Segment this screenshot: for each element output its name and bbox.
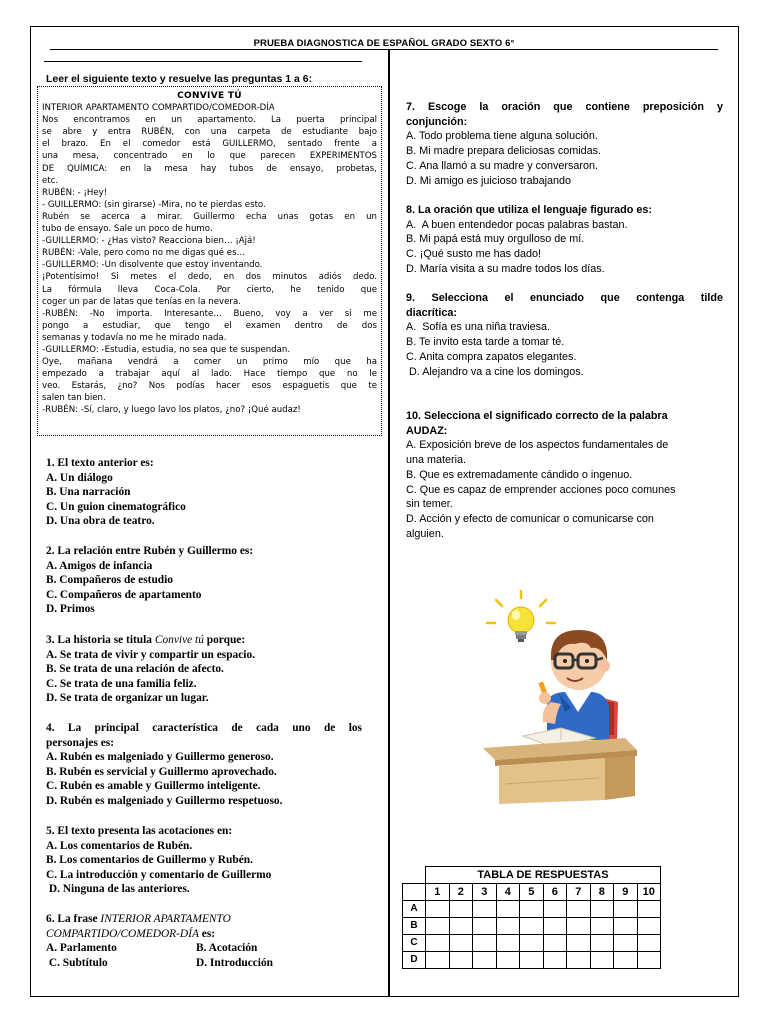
answer-cell[interactable] [590,917,614,934]
option-a: A. A buen entendedor pocas palabras bastan. [406,218,628,231]
answer-column-header: 10 [637,883,661,900]
option-c: C. La introducción y comentario de Guillermo [46,868,272,881]
question-2 [46,544,366,617]
option-d: D. Acción y efecto de comunicar o comunicarse con [406,512,654,525]
answer-cell[interactable] [426,917,450,934]
option-a: A. Rubén es malgeniado y Guillermo generoso. [46,751,274,764]
reading-instruction: Leer el siguiente texto y resuelve las preguntas 1 a 6: [46,73,313,85]
reading-lines [42,102,377,416]
answer-cell[interactable] [614,900,638,917]
option-c: C. Se trata de una familia feliz. [46,677,197,690]
option-c-cont: sin temer. [406,498,453,511]
left-column-rule [44,61,362,62]
answer-cell[interactable] [590,934,614,951]
option-b: B. Que es extremadamente cándido o ingenuo. [406,468,633,481]
option-d: D. Ninguna de las anteriores. [46,883,190,896]
answer-cell[interactable] [567,951,591,968]
reading-line: se abre y entra RUBÉN, con una carpeta de estudiante bajo [42,127,377,138]
quoted-phrase-line1: INTERIOR APARTAMENTO [100,913,231,925]
answer-cell[interactable] [473,934,497,951]
answer-cell[interactable] [590,900,614,917]
answer-cell[interactable] [496,900,520,917]
question-stem: 9. Selecciona el enunciado que contenga tilde diacrítica: [406,292,723,319]
reading-passage [37,86,382,436]
answer-table-title: TABLA DE RESPUESTAS [426,867,661,884]
answer-cell[interactable] [567,934,591,951]
reading-line: INTERIOR APARTAMENTO COMPARTIDO/COMEDOR-DÍA [42,103,275,114]
quoted-phrase-line2: COMPARTIDO/COMEDOR-DÍA [46,927,199,940]
option-a: A. Amigos de infancia [46,559,153,572]
lightbulb-icon [487,590,555,642]
answer-cell[interactable] [520,900,544,917]
question-stem: 5. El texto presenta las acotaciones en: [46,825,233,837]
option-c: C. Anita compra zapatos elegantes. [406,350,577,363]
reading-line: semanas y todavía no me he mirado nada. [42,332,227,343]
option-c: C. Ana llamó a su madre y conversaron. [406,159,599,172]
answer-row [403,917,661,934]
answer-column-header: 4 [496,883,520,900]
answer-cell[interactable] [614,951,638,968]
story-title: Convive tú [154,634,204,646]
reading-line: DE QUÍMICA: en la mesa hay tubos de ensayo, probetas, [42,163,377,174]
option-b: B. Se trata de una relación de afecto. [46,663,224,676]
reading-line: empezado a trabajar aquí al lado. Hace tiempo que no le [42,369,377,380]
reading-line: ¡Potentísimo! Si metes el dedo, en dos minutos adiós dedo. [42,272,377,283]
option-a: A. Todo problema tiene alguna solución. [406,130,598,143]
answer-column-header: 9 [614,883,638,900]
reading-line: - GUILLERMO: (sin girarse) -Mira, no te pierdas esto. [42,199,266,210]
answer-cell[interactable] [473,951,497,968]
answer-cell[interactable] [567,900,591,917]
answer-column-header: 7 [567,883,591,900]
answer-cell[interactable] [543,917,567,934]
option-d: D. María visita a su madre todos los días. [406,262,605,275]
question-3 [46,633,366,706]
answer-cell[interactable] [449,900,473,917]
reading-line: el brazo. En el comedor está GUILLERMO, sentado frente a [42,139,377,150]
option-b: B. Rubén es servicial y Guillermo aprovechado. [46,765,277,778]
question-7 [406,100,723,188]
answer-cell[interactable] [637,917,661,934]
option-b: B. Una narración [46,486,131,499]
reading-line: una mesa, concentrado en lo que parecen EXPERIMENTOS [42,151,377,162]
answer-cell[interactable] [614,917,638,934]
question-stem: 7. Escoge la oración que contiene preposición y conjunción: [406,101,723,128]
option-a: A. Parlamento [46,942,117,955]
answer-cell[interactable] [543,900,567,917]
answer-column-header: 5 [520,883,544,900]
question-stem: 4. La principal característica de cada uno de los personajes es: [46,722,362,749]
option-a: A. Se trata de vivir y compartir un espacio. [46,648,256,661]
reading-line: -RUBÉN: -No importa. Interesante… Bueno, voy a ver si me [42,308,377,319]
answer-column-header: 6 [543,883,567,900]
option-b: B. Mi papá está muy orgulloso de mí. [406,233,585,246]
option-c: C. Que es capaz de emprender acciones poco comunes [406,483,676,496]
answer-cell[interactable] [567,917,591,934]
answer-cell[interactable] [520,917,544,934]
option-c: C. Rubén es amable y Guillermo inteligente. [46,780,261,793]
question-4 [46,721,362,809]
answer-cell[interactable] [637,951,661,968]
option-b: B. Te invito esta tarde a tomar té. [406,336,565,349]
option-d: D. Primos [46,603,95,616]
answer-cell[interactable] [449,917,473,934]
reading-line: tubo de ensayo. Sale un poco de humo. [42,224,213,235]
answer-cell[interactable] [496,917,520,934]
reading-line: RUBÉN: -Vale, pero como no me digas qué es… [42,248,246,259]
answer-row-label: D [403,951,426,968]
answer-row-label: C [403,934,426,951]
answer-cell[interactable] [496,934,520,951]
question-10 [406,409,723,541]
answer-row-label: B [403,917,426,934]
option-c: C. Subtítulo [46,956,108,969]
question-9 [406,291,723,379]
answer-row [403,951,661,968]
reading-title: CONVIVE TÚ [177,91,242,101]
answer-cell[interactable] [637,900,661,917]
header-rule [50,49,718,50]
option-c: C. Un guion cinematográfico [46,500,186,513]
answer-cell[interactable] [426,900,450,917]
question-stem: 2. La relación entre Rubén y Guillermo es: [46,545,254,557]
answer-cell[interactable] [426,951,450,968]
reading-line: pongo a estudiar, que tengo el examen dentro de dos [42,320,377,331]
option-d: D. Alejandro va a cine los domingos. [406,365,584,378]
answer-row-label: A [403,900,426,917]
question-5 [46,824,366,897]
answer-cell[interactable] [426,934,450,951]
reading-line: -GUILLERMO: - ¿Has visto? Reacciona bien… ¡Ajá! [42,236,256,247]
answer-cell[interactable] [449,934,473,951]
reading-line: La fórmula lleva Coca-Cola. Por cierto, he tenido que [42,284,377,295]
answer-row [403,900,661,917]
answer-column-header: 2 [449,883,473,900]
answer-cell[interactable] [449,951,473,968]
options-row-1 [46,941,366,956]
answer-table [402,866,661,969]
reading-line: salen tan bien. [42,393,106,404]
option-d: D. Mi amigo es juicioso trabajando [406,174,572,187]
answer-cell[interactable] [637,934,661,951]
option-a: A. Un diálogo [46,471,113,484]
table-corner [403,867,426,884]
option-c: C. ¡Qué susto me has dado! [406,248,542,261]
reading-line: etc. [42,175,59,186]
answer-cell[interactable] [520,951,544,968]
option-b: B. Los comentarios de Guillermo y Rubén. [46,854,253,867]
reading-line: -RUBÉN: -Sí, claro, y luego lavo los platos, ¿no? ¡Qué audaz! [42,405,301,416]
question-8 [406,203,723,277]
reading-line: Rubén se acerca a mirar. Guillermo echa unas gotas en un [42,211,377,222]
answer-column-header: 8 [590,883,614,900]
question-stem: 10. Selecciona el significado correcto de la palabra AUDAZ: [406,410,668,437]
answer-cell[interactable] [543,951,567,968]
reading-line: -GUILLERMO: -Un disolvente que estoy inventando. [42,260,263,271]
answer-row [403,934,661,951]
option-d-cont: alguien. [406,527,444,540]
answer-column-header: 1 [426,883,450,900]
student-at-desk-illustration [475,590,645,810]
question-1 [46,456,366,529]
reading-line: veo. Estarás, ¿no? Nos podías hacer esos espaguetis que te [42,381,377,392]
options-row-2 [46,956,366,971]
option-d: D. Rubén es malgeniado y Guillermo respetuoso. [46,794,283,807]
answer-column-header: 3 [473,883,497,900]
option-a-cont: una materia. [406,454,467,467]
column-divider [388,50,390,996]
option-d: D. Introducción [196,956,274,969]
answer-cell[interactable] [473,900,497,917]
question-6 [46,912,366,970]
answer-cell[interactable] [473,917,497,934]
reading-line: Nos encontramos en un apartamento. La puerta principal [42,115,377,126]
question-stem: 3. La historia se titula Convive tú porque: [46,634,246,646]
option-a: A. Sofía es una niña traviesa. [406,321,551,334]
answer-cell[interactable] [543,934,567,951]
reading-line: -GUILLERMO: -Estudia, estudia, no sea que te suspendan. [42,344,291,355]
answer-table-header-row [403,883,661,900]
table-header-blank [403,883,426,900]
option-c: C. Compañeros de apartamento [46,588,202,601]
question-stem: 6. La frase INTERIOR APARTAMENTO COMPARTIDO/COMEDOR-DÍA es: [46,913,231,940]
question-stem: 8. La oración que utiliza el lenguaje figurado es: [406,204,652,216]
answer-cell[interactable] [520,934,544,951]
option-b: B. Mi madre prepara deliciosas comidas. [406,145,602,158]
option-a: A. Los comentarios de Rubén. [46,839,193,852]
reading-line: Oye, mañana vendrá a comer un primo mío que ha [42,357,377,368]
option-a: A. Exposición breve de los aspectos fundamentales de [406,439,669,452]
answer-cell[interactable] [614,934,638,951]
exam-title: PRUEBA DIAGNOSTICA DE ESPAÑOL GRADO SEXTO 6° [253,38,515,49]
reading-line: coger un par de latas que tenías en la nevera. [42,296,241,307]
option-d: D. Se trata de organizar un lugar. [46,692,209,705]
option-d: D. Una obra de teatro. [46,515,155,528]
answer-cell[interactable] [590,951,614,968]
reading-line: RUBÉN: - ¡Hey! [42,187,108,198]
option-b: B. Compañeros de estudio [46,574,173,587]
option-b: B. Acotación [196,942,258,955]
answer-cell[interactable] [496,951,520,968]
question-stem: 1. El texto anterior es: [46,457,154,469]
